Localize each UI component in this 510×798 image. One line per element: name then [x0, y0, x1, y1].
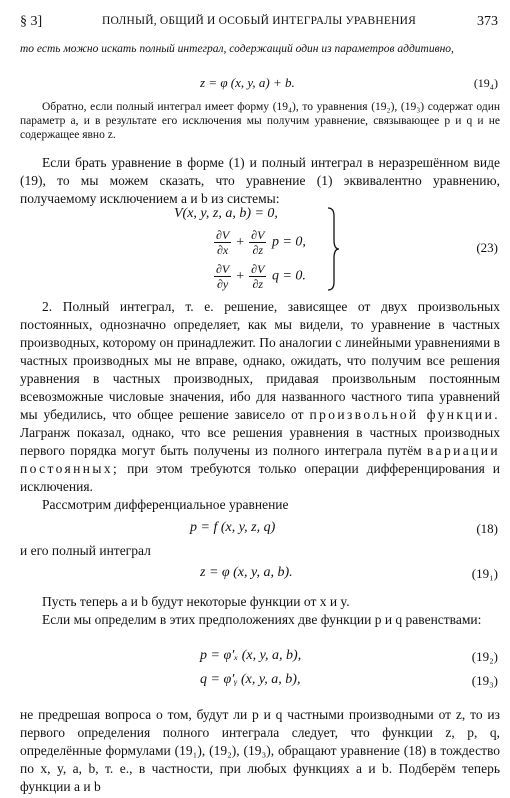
fraction-dv-dz: $\frac{\partial V}{\partial z}$ — [251, 228, 265, 257]
equation-label-23: (23) — [476, 240, 498, 255]
equation-label-19-2: (19₂) — [471, 649, 498, 664]
equation-label-19-1: (19₁) — [471, 566, 498, 581]
fraction-dv-dx: $\frac{\partial V}{\partial x}$ — [216, 228, 230, 257]
fraction-dv-dy: $\frac{\partial V}{\partial y}$ — [216, 262, 230, 291]
equation-18: p = f (x, y, z, q) — [190, 520, 276, 535]
paragraph-not-deciding: не предрешая вопроса о том, будут ли p и q частными производными от z, то из первого определения полного интеграла следует, что функции z, p, q, определённые формулами (19₁), (19₂), (19₃), обращают уравнение (18) в тождество по x, y, a, b, т. е., в частности, при любых функциях a и b. Подберём теперь функции a и b — [20, 707, 500, 794]
section-number: § 3] — [20, 14, 43, 29]
page-number: 373 — [477, 14, 498, 29]
fraction-dv-dz-2: $\frac{\partial V}{\partial z}$ — [251, 262, 265, 291]
system-line-3: $\frac{\partial V}{\partial y}$ + $\frac{\partial V}{\partial z}$ q = 0. — [216, 262, 306, 291]
paragraph-lagrange: 2. Полный интеграл, т. е. решение, зависящее от двух произвольных постоянных, однозначно определяет, как мы видели, то уравнение в частных производных, которому он принадлежит. По аналогии с линейными уравнениями в частных производных мы не вправе, однако, ожидать, что получим все решения уравнения в частных производных, придавая произвольным постоянным всевозможные числовые значения, ибо для названного частного типа уравнений мы убедились, что общее решение зависело от произвольной функции. Лагранж показал, однако, что все решения уравнения в частных производных первого порядка могут быть получены из полного интеграла путём вариации постоянных; при этом требуются только операции дифференцирования и исключения. — [20, 299, 501, 494]
paragraph-unresolved-form: Если брать уравнение в форме (1) и полный интеграл в неразрешённом виде (19), то мы можем сказать, что уравнение (1) эквивалентно уравнению, получаемому исключением a и b из системы: — [20, 155, 500, 206]
equation-label-19-3: (19₃) — [471, 673, 498, 688]
running-title: ПОЛНЫЙ, ОБЩИЙ И ОСОБЫЙ ИНТЕГРАЛЫ УРАВНЕНИЯ — [102, 15, 416, 27]
equation-label-18: (18) — [476, 521, 498, 536]
running-header — [20, 14, 498, 34]
system-line-1: V(x, y, z, a, b) = 0, — [174, 206, 278, 221]
paragraph-define-p-q: Если мы определим в этих предположениях две функции p и q равенствами: — [42, 612, 482, 627]
system-line-2: $\frac{\partial V}{\partial x}$ + $\frac{\partial V}{\partial z}$ p = 0, — [216, 228, 306, 257]
paragraph-conversely: Обратно, если полный интеграл имеет форму (19₄), то уравнения (19₂), (19₃) содержат один параметр a, и в результате его исключения мы получим уравнение, связывающее p и q и не содержащее явно z. — [20, 101, 500, 141]
equation-19-1: z = φ (x, y, a, b). — [200, 565, 293, 580]
equation-19-2: p = φ′ₓ (x, y, a, b), — [200, 648, 302, 663]
equation-19-3: q = φ′ᵧ (x, y, a, b), — [200, 672, 301, 687]
paragraph-additive: то есть можно искать полный интеграл, содержащий один из параметров аддитивно, — [20, 43, 454, 55]
equation-19-4: z = φ (x, y, a) + b. — [200, 75, 295, 90]
equation-label-19-4: (19₄) — [473, 76, 498, 90]
paragraph-functions-a-b: Пусть теперь a и b будут некоторые функции от x и y. — [42, 594, 350, 609]
right-brace — [326, 206, 340, 292]
paragraph-consider: Рассмотрим дифференциальное уравнение — [42, 497, 289, 512]
paragraph-complete-integral: и его полный интеграл — [20, 543, 151, 558]
